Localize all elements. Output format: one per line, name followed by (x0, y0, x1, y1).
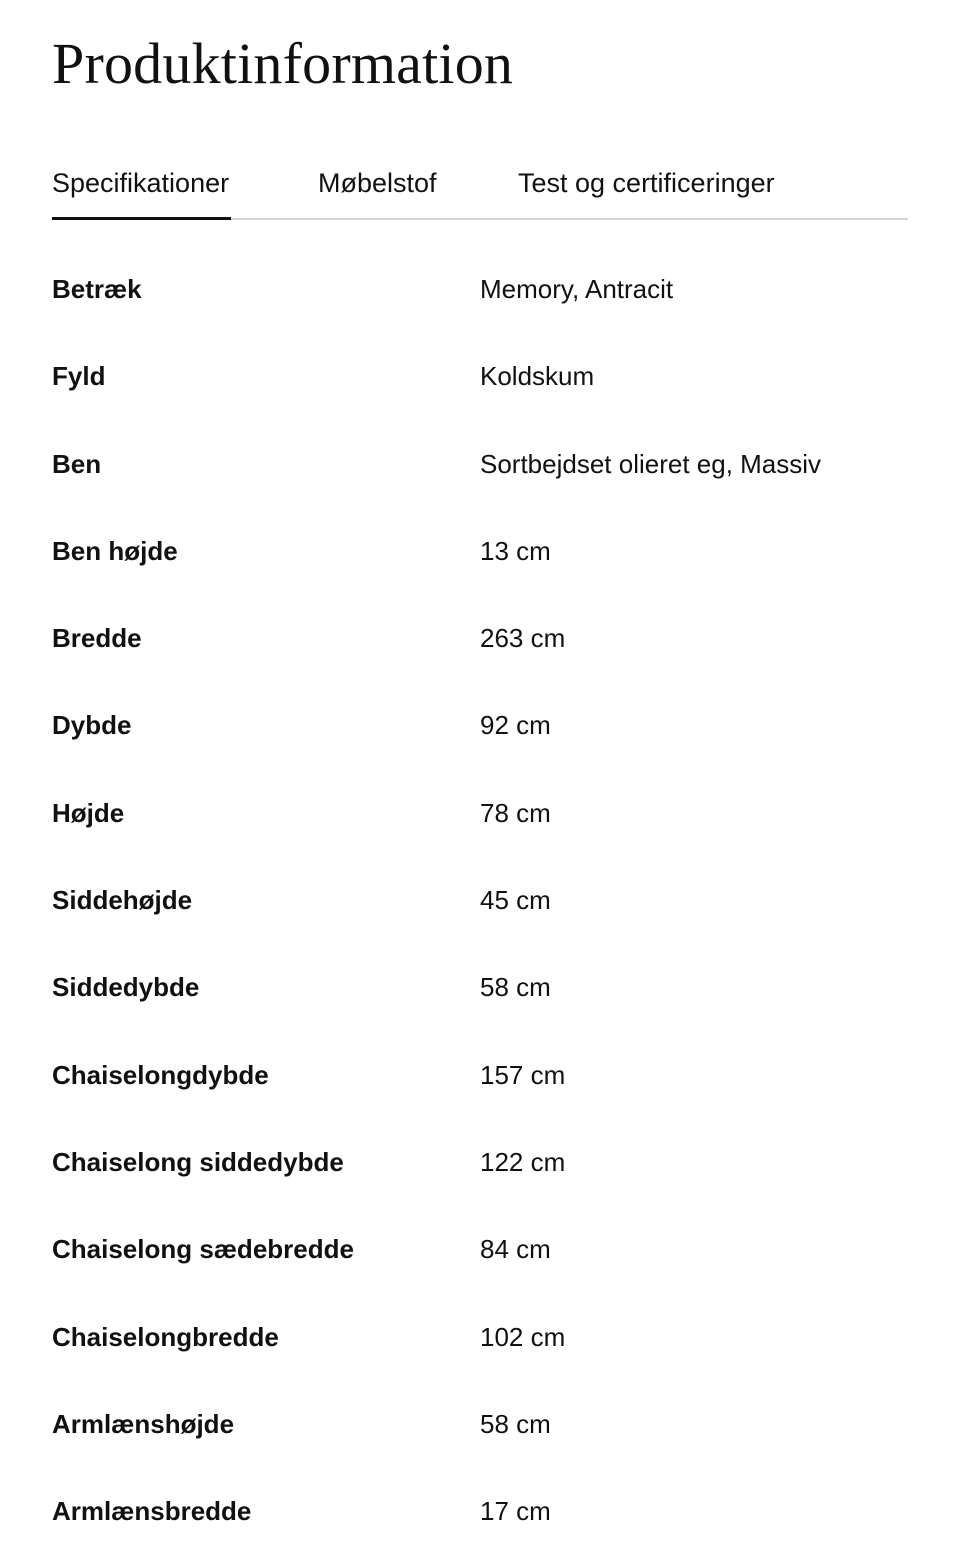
spec-label: Fyld (52, 361, 106, 392)
spec-label: Ben højde (52, 535, 178, 566)
spec-value: 157 cm (480, 1059, 566, 1090)
spec-label: Ben (52, 448, 102, 479)
spec-row-fyld (52, 333, 908, 420)
spec-label: Højde (52, 797, 125, 828)
spec-row-ben-hojde (52, 508, 908, 595)
spec-label: Armlænsbredde (52, 1496, 252, 1527)
spec-value: Koldskum (480, 361, 595, 392)
spec-label: Chaiselong siddedybde (52, 1146, 344, 1177)
tab-bar (52, 148, 908, 220)
spec-value: 13 cm (480, 535, 551, 566)
spec-row-armlaensbredde (52, 1468, 908, 1555)
spec-value: 122 cm (480, 1146, 566, 1177)
spec-row-siddehojde (52, 857, 908, 944)
spec-row-bredde (52, 595, 908, 682)
spec-row-siddedybde (52, 944, 908, 1031)
spec-value: Sortbejdset olieret eg, Massiv (480, 448, 822, 479)
spec-value: 263 cm (480, 623, 566, 654)
spec-value: 45 cm (480, 885, 551, 916)
spec-row-chaiselong-siddedybde (52, 1119, 908, 1206)
spec-value: 58 cm (480, 1408, 551, 1439)
spec-label: Chaiselongdybde (52, 1059, 269, 1090)
spec-row-chaiselongdybde (52, 1032, 908, 1119)
tab-mobelstof[interactable]: Møbelstof (318, 148, 437, 218)
spec-row-chaiselongbredde (52, 1294, 908, 1381)
spec-label: Betræk (52, 274, 142, 304)
spec-label: Chaiselong sædebredde (52, 1234, 354, 1265)
spec-label: Armlænshøjde (52, 1408, 235, 1439)
spec-value: 78 cm (480, 797, 551, 828)
spec-value: 92 cm (480, 710, 551, 741)
spec-label: Siddehøjde (52, 885, 193, 916)
spec-label: Dybde (52, 710, 132, 741)
page-title: Produktinformation (52, 31, 514, 96)
spec-value: 102 cm (480, 1321, 566, 1352)
spec-value: Memory, Antracit (480, 274, 674, 304)
spec-value: 58 cm (480, 972, 551, 1003)
spec-row-hojde (52, 770, 908, 857)
spec-row-chaiselong-saedebredde (52, 1206, 908, 1293)
spec-label: Siddedybde (52, 972, 200, 1003)
tab-test-og-certificeringer[interactable]: Test og certificeringer (518, 148, 775, 218)
spec-label: Chaiselongbredde (52, 1321, 279, 1352)
spec-value: 17 cm (480, 1496, 551, 1527)
spec-row-ben (52, 421, 908, 508)
specifications-list (52, 246, 908, 1555)
spec-row-betraek (52, 246, 908, 333)
spec-label: Bredde (52, 623, 142, 654)
spec-value: 84 cm (480, 1234, 551, 1265)
spec-row-armlaenshojde (52, 1381, 908, 1468)
tab-specifikationer[interactable]: Specifikationer (52, 148, 229, 218)
spec-row-dybde (52, 682, 908, 769)
